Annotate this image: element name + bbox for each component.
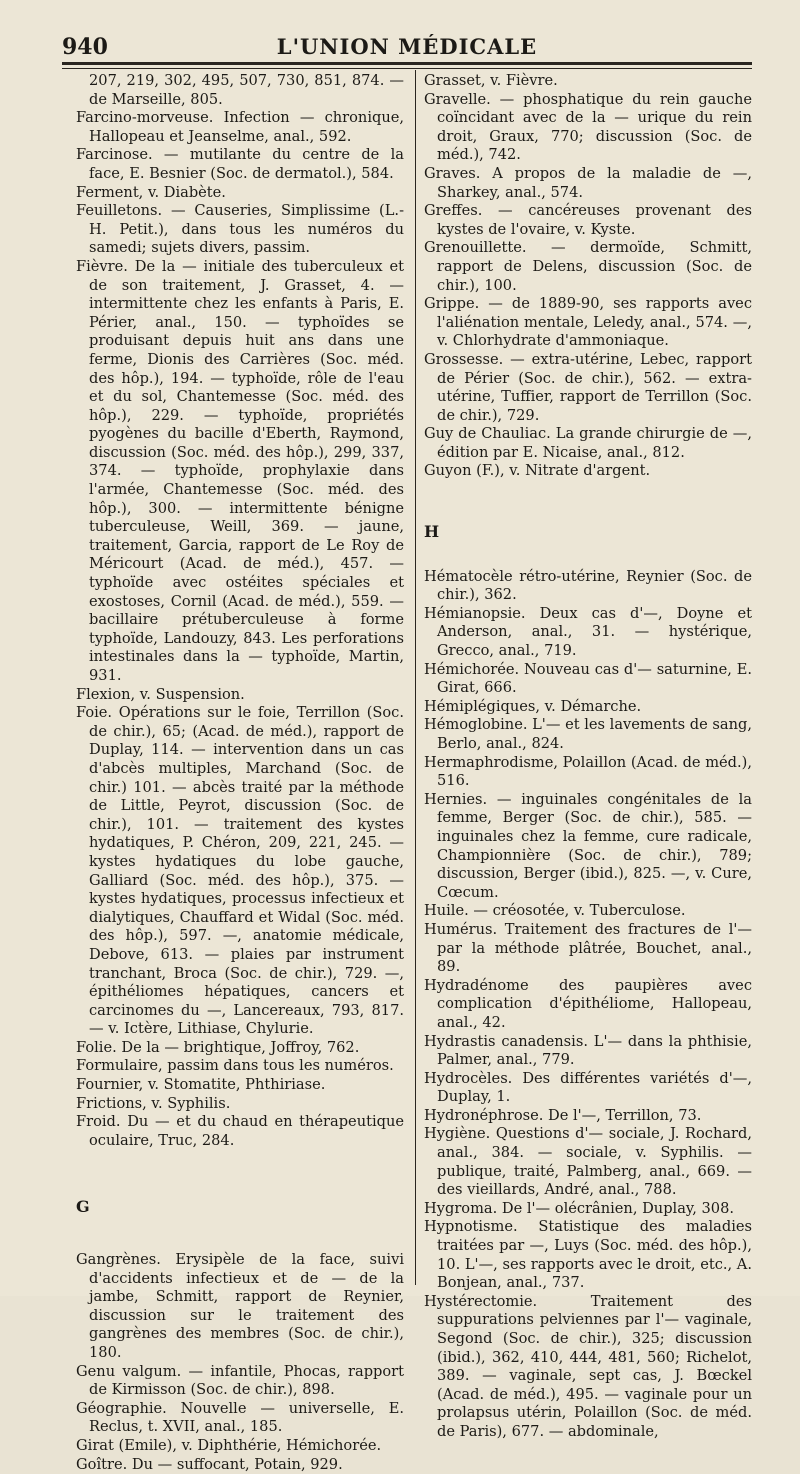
entries-h bbox=[424, 568, 752, 1442]
index-entry: Hystérectomie. Traitement des suppurations pelviennes par l'— vaginale, Segond (Soc. de chir.), 325; discussion (ibid.), 362, 410, 444, 481, 560; Richelot, 389. — vaginale, sept cas, J. Bœckel (Acad. de méd.), 495. — vaginale pour un prolapsus utérin, Polaillon (Soc. de méd. de Paris), 677. — abdominale, bbox=[424, 1292, 752, 1440]
index-entry: Hémichorée. Nouveau cas d'— saturnine, E. Girat, 666. bbox=[424, 660, 752, 697]
journal-title: L'UNION MÉDICALE bbox=[276, 34, 538, 59]
entries-f bbox=[76, 72, 404, 1150]
index-entry: 207, 219, 302, 495, 507, 730, 851, 874. — de Marseille, 805. bbox=[89, 72, 404, 108]
index-entry: Hydrocèles. Des différentes variétés d'—, Duplay, 1. bbox=[424, 1069, 752, 1106]
index-entry: Humérus. Traitement des fractures de l'— par la méthode plâtrée, Bouchet, anal., 89. bbox=[424, 920, 752, 976]
entries-g bbox=[76, 1251, 404, 1474]
index-entry: Géographie. Nouvelle — universelle, E. Reclus, t. XVII, anal., 185. bbox=[76, 1399, 404, 1436]
section-heading-h: H bbox=[424, 522, 440, 542]
index-entry: Genu valgum. — infantile, Phocas, rapport de Kirmisson (Soc. de chir.), 898. bbox=[76, 1362, 404, 1399]
index-entry: Hémoglobine. L'— et les lavements de sang, Berlo, anal., 824. bbox=[424, 716, 752, 752]
index-entry: Guy de Chauliac. La grande chirurgie de —, édition par E. Nicaise, anal., 812. bbox=[424, 425, 752, 461]
page-header bbox=[62, 30, 752, 64]
index-entry: Hygroma. De l'— olécrânien, Duplay, 308. bbox=[424, 1199, 734, 1217]
index-entry: Fièvre. De la — initiale des tuberculeux et de son traitement, J. Grasset, 4. — intermittente chez les enfants à Paris, E. Périer, anal., 150. — typhoïdes se produisant depuis huit ans dans une ferme, Dionis des Carrières (Soc. méd. des hôp.), 194. — typhoïde, rôle de l'eau et du sol, Chantemesse (Soc. méd. des hôp.), 229. — typhoïde, propriétés pyogènes du bacille d'Eberth, Raymond, discussion (Soc. méd. des hôp.), 299, 337, 374. — typhoïde, prophylaxie dans l'armée, Chantemesse (Soc. méd. des hôp.), 300. — intermittente bénigne tuberculeuse, Weill, 369. — jaune, traitement, Garcia, rapport de Le Roy de Méricourt (Acad. de méd.), 457. — typhoïde avec ostéites spéciales et exostoses, Cornil (Acad. de méd.), 559. — bacillaire prétuberculeuse à forme typhoïde, Landouzy, 843. Les perforations intestinales dans la — typhoïde, Martin, 931. bbox=[76, 257, 404, 684]
index-entry: Foie. Opérations sur le foie, Terrillon (Soc. de chir.), 65; (Acad. de méd.), rapport de Duplay, 114. — intervention dans un cas d'abcès multiples, Marchand (Soc. de chir.) 101. — abcès traité par la méthode de Little, Peyrot, discussion (Soc. de chir.), 101. — traitement des kystes hydatiques, P. Chéron, 209, 221, 245. — kystes hydatiques du lobe gauche, Galliard (Soc. méd. des hôp.), 375. — kystes hydatiques, processus infectieux et dialytiques, Chauffard et Widal (Soc. méd. des hôp.), 597. —, anatomie médicale, Debove, 613. — plaies par instrument tranchant, Broca (Soc. de chir.), 729. —, épithéliomes hépatiques, cancers et carcinomes du —, Lancereaux, 793, 817. — v. Ictère, Lithiase, Chylurie. bbox=[76, 704, 404, 1038]
index-entry: Goître. Du — suffocant, Potain, 929. bbox=[76, 1455, 343, 1473]
index-entry: Hermaphrodisme, Polaillon (Acad. de méd.), 516. bbox=[424, 753, 752, 790]
index-entry: Hernies. — inguinales congénitales de la femme, Berger (Soc. de chir.), 585. — inguinales chez la femme, cure radicale, Championnière (Soc. de chir.), 789; discussion, Berger (ibid.), 825. —, v. Cure, Cœcum. bbox=[424, 790, 752, 901]
index-entry: Hypnotisme. Statistique des maladies traitées par —, Luys (Soc. méd. des hôp.), 10. L'—, ses rapports avec le droit, etc., A. Bonjean, anal., 737. bbox=[424, 1218, 752, 1292]
index-entry: Grasset, v. Fièvre. bbox=[424, 72, 558, 89]
index-entry: Guyon (F.), v. Nitrate d'argent. bbox=[424, 462, 651, 480]
index-entry: Grippe. — de 1889-90, ses rapports avec l'aliénation mentale, Leledy, anal., 574. —, v. Chlorhydrate d'ammoniaque. bbox=[424, 295, 752, 350]
index-entry: Gangrènes. Erysipèle de la face, suivi d'accidents infectieux et de — de la jambe, Schmitt, rapport de Reynier, discussion sur le traitement des gangrènes des membres (Soc. de chir.), 180. bbox=[76, 1251, 404, 1361]
index-entry: Frictions, v. Syphilis. bbox=[76, 1094, 231, 1112]
index-entry: Hématocèle rétro-utérine, Reynier (Soc. de chir.), 362. bbox=[424, 567, 752, 604]
header-rule-thin bbox=[62, 68, 752, 69]
index-entry: Formulaire, passim dans tous les numéros. bbox=[76, 1057, 394, 1075]
header-rule-thick bbox=[62, 62, 752, 65]
index-entry: Hémianopsie. Deux cas d'—, Doyne et Anderson, anal., 31. — hystérique, Grecco, anal., 719. bbox=[424, 604, 752, 660]
index-entry: Gravelle. — phosphatique du rein gauche coïncidant avec de la — urique du rein droit, Graux, 770; discussion (Soc. de méd.), 742. bbox=[424, 90, 752, 164]
index-entry: Huile. — créosotée, v. Tuberculose. bbox=[424, 902, 686, 920]
index-entry: Folie. De la — brightique, Joffroy, 762. bbox=[76, 1038, 360, 1056]
index-entry: Froid. Du — et du chaud en thérapeutique oculaire, Truc, 284. bbox=[76, 1113, 404, 1149]
section-heading-g: G bbox=[76, 1197, 90, 1217]
index-entry: Farcinose. — mutilante du centre de la face, E. Besnier (Soc. de dermatol.), 584. bbox=[76, 146, 404, 182]
index-entry: Farcino-morveuse. Infection — chronique, Hallopeau et Jeanselme, anal., 592. bbox=[76, 109, 404, 145]
left-column bbox=[76, 72, 404, 1474]
index-entry: Hémiplégiques, v. Démarche. bbox=[424, 697, 642, 715]
index-entry: Greffes. — cancéreuses provenant des kystes de l'ovaire, v. Kyste. bbox=[424, 202, 752, 238]
index-entry: Girat (Emile), v. Diphthérie, Hémichorée. bbox=[76, 1436, 382, 1454]
index-entry: Hydrastis canadensis. L'— dans la phthisie, Palmer, anal., 779. bbox=[424, 1032, 752, 1069]
column-divider bbox=[415, 70, 416, 1285]
index-entry: Grossesse. — extra-utérine, Lebec, rapport de Périer (Soc. de chir.), 562. — extra-utérine, Tuffier, rapport de Terrillon (Soc. de chir.), 729. bbox=[424, 350, 752, 424]
index-entry: Feuilletons. — Causeries, Simplissime (L.-H. Petit.), dans tous les numéros du samedi; sujets divers, passim. bbox=[76, 202, 404, 257]
page-number: 940 bbox=[62, 34, 108, 60]
index-entry: Grenouillette. — dermoïde, Schmitt, rapport de Delens, discussion (Soc. de chir.), 100. bbox=[424, 239, 752, 294]
entries-g-continued bbox=[424, 72, 752, 481]
index-entry: Hydradénome des paupières avec complication d'épithéliome, Hallopeau, anal., 42. bbox=[424, 976, 752, 1031]
right-column bbox=[424, 72, 752, 1442]
index-entry: Flexion, v. Suspension. bbox=[76, 685, 245, 703]
index-entry: Hygiène. Questions d'— sociale, J. Rochard, anal., 384. — sociale, v. Syphilis. — publique, traité, Palmberg, anal., 669. — des vieillards, André, anal., 788. bbox=[424, 1125, 752, 1199]
index-entry: Graves. A propos de la maladie de —, Sharkey, anal., 574. bbox=[424, 164, 752, 201]
index-entry: Ferment, v. Diabète. bbox=[76, 183, 226, 201]
index-entry: Hydronéphrose. De l'—, Terrillon, 73. bbox=[424, 1106, 702, 1124]
index-entry: Fournier, v. Stomatite, Phthiriase. bbox=[76, 1076, 326, 1094]
